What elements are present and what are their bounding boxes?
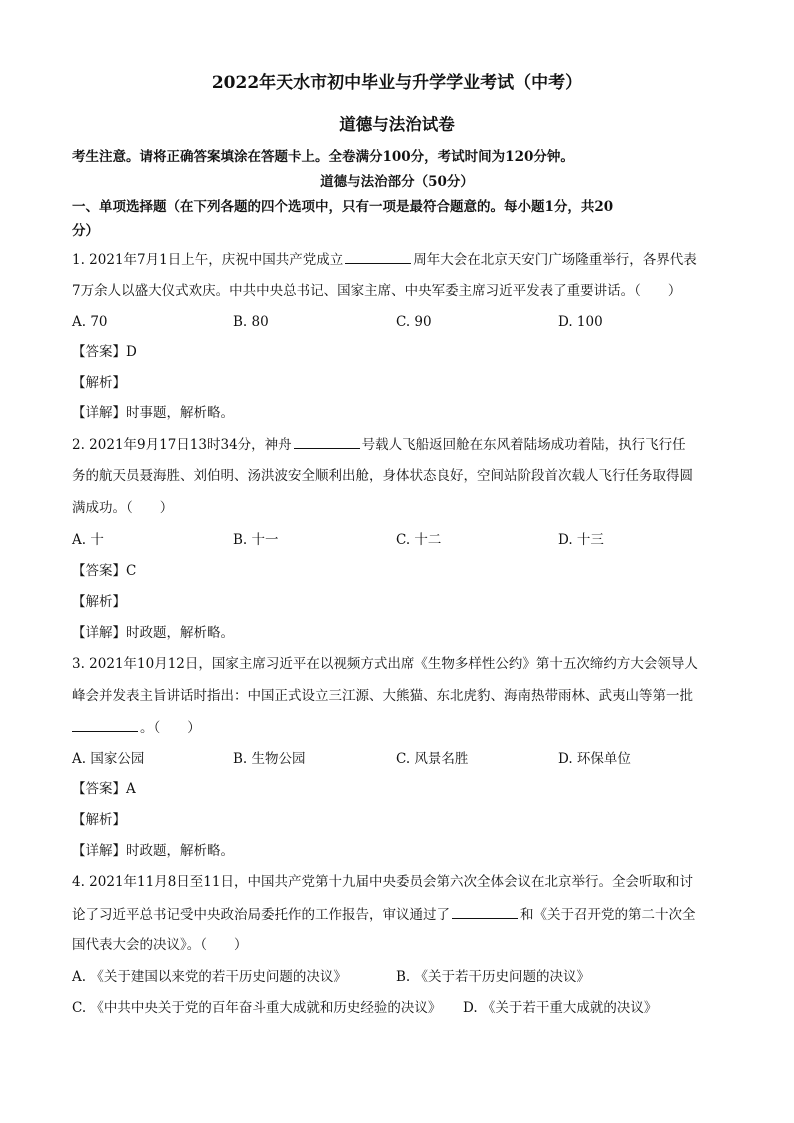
q2-stem-text-b: 号载人飞船返回舱在东风着陆场成功着陆，执行飞行任 <box>361 437 686 453</box>
q4-option-b: B. 《关于若干历史问题的决议》 <box>396 969 591 985</box>
q3-option-d: D. 环保单位 <box>558 751 631 767</box>
q1-analysis-label: 【解析】 <box>72 375 126 391</box>
q2-option-d: D. 十三 <box>558 532 604 548</box>
q3-stem-text-b: 。（ ） <box>140 720 201 736</box>
q2-stem-line1 <box>72 434 732 455</box>
q1-stem-line2: 7万余人以盛大仪式欢庆。中共中央总书记、国家主席、中央军委主席习近平发表了重要讲话。（ ） <box>72 283 682 299</box>
q3-option-a: A. 国家公园 <box>72 751 145 767</box>
q3-stem-line1: 3. 2021年10月12日，国家主席习近平在以视频方式出席《生物多样性公约》第十五次缔约方大会领导人 <box>72 656 698 672</box>
q4-stem-line2 <box>72 904 732 925</box>
section-heading-line1: 一、单项选择题（在下列各题的四个选项中，只有一项是最符合题意的。每小题1分，共20 <box>72 199 614 215</box>
q2-stem-line3: 满成功。（ ） <box>72 500 174 516</box>
q3-stem-line2: 峰会并发表主旨讲话时指出：中国正式设立三江源、大熊猫、东北虎豹、海南热带雨林、武夷山等第一批 <box>72 688 693 704</box>
q3-answer: 【答案】A <box>72 781 136 797</box>
q4-stem-line1: 4. 2021年11月8日至11日，中国共产党第十九届中央委员会第六次全体会议在北京举行。全会听取和讨 <box>72 874 693 890</box>
q2-option-a: A. 十 <box>72 532 104 548</box>
q3-stem-line3 <box>72 717 732 738</box>
q1-stem-text-a: 1. 2021年7月1日上午，庆祝中国共产党成立 <box>72 252 344 268</box>
q3-analysis-label: 【解析】 <box>72 812 126 828</box>
q4-option-d: D. 《关于若干重大成就的决议》 <box>463 1000 658 1016</box>
q4-stem-text-a: 论了习近平总书记受中央政治局委托作的工作报告，审议通过了 <box>72 907 450 923</box>
q1-option-c: C. 90 <box>396 314 432 330</box>
q1-stem-line1 <box>72 249 732 270</box>
q1-option-b: B. 80 <box>233 314 269 330</box>
q2-option-b: B. 十一 <box>233 532 279 548</box>
q2-option-c: C. 十二 <box>396 532 442 548</box>
q4-stem-line3: 国代表大会的决议》。（ ） <box>72 937 248 953</box>
q3-option-b: B. 生物公园 <box>233 751 306 767</box>
q3-detail: 【详解】时政题，解析略。 <box>72 843 234 859</box>
q3-blank <box>72 717 138 732</box>
section-heading-line2: 分） <box>72 223 99 239</box>
q2-stem-text-a: 2. 2021年9月17日13时34分，神舟 <box>72 437 292 453</box>
q2-analysis-label: 【解析】 <box>72 594 126 610</box>
q4-option-a: A. 《关于建国以来党的若干历史问题的决议》 <box>72 969 347 985</box>
q2-answer: 【答案】C <box>72 563 137 579</box>
exam-title: 2022年天水市初中毕业与升学学业考试（中考） <box>211 73 583 93</box>
q1-blank <box>345 249 411 264</box>
part-heading: 道德与法治部分（50分） <box>320 174 474 190</box>
q3-option-c: C. 风景名胜 <box>396 751 469 767</box>
q4-blank <box>452 904 518 919</box>
q2-blank <box>294 434 360 449</box>
q1-answer: 【答案】D <box>72 344 137 360</box>
q2-detail: 【详解】时政题，解析略。 <box>72 625 234 641</box>
q4-stem-text-b: 和《关于召开党的第二十次全 <box>520 907 696 923</box>
q1-option-d: D. 100 <box>558 314 603 330</box>
exam-notice: 考生注意。请将正确答案填涂在答题卡上。全卷满分100分，考试时间为120分钟。 <box>72 149 574 165</box>
exam-subtitle: 道德与法治试卷 <box>339 115 455 134</box>
q2-stem-line2: 务的航天员聂海胜、刘伯明、汤洪波安全顺利出舱，身体状态良好，空间站阶段首次载人飞行任务取得圆 <box>72 468 693 484</box>
q1-detail: 【详解】时事题，解析略。 <box>72 405 234 421</box>
q4-option-c: C. 《中共中央关于党的百年奋斗重大成就和历史经验的决议》 <box>72 1000 442 1016</box>
q1-stem-text-b: 周年大会在北京天安门广场隆重举行，各界代表 <box>413 252 697 268</box>
q1-option-a: A. 70 <box>72 314 108 330</box>
